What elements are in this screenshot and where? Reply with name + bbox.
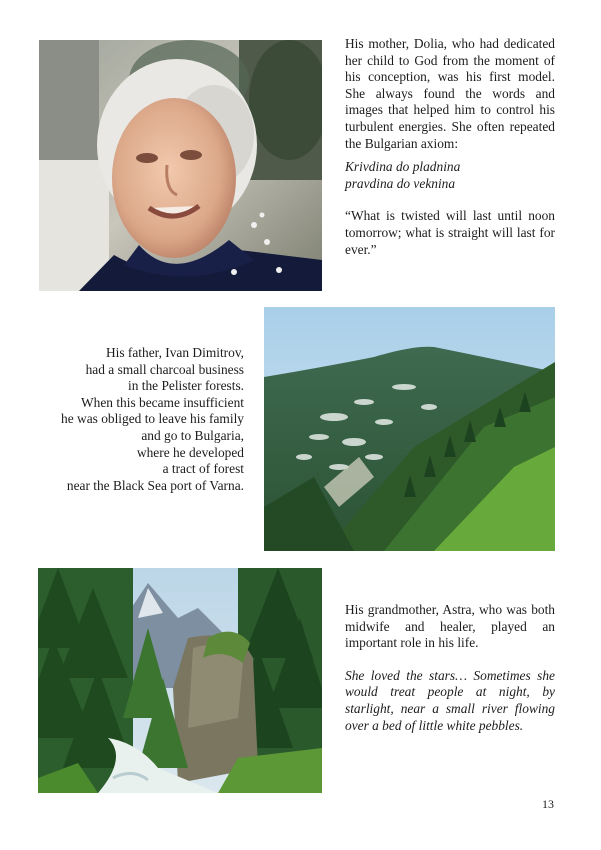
father-line: a tract of forest xyxy=(162,461,244,477)
axiom-translation: “What is twisted will last until noon tomorrow; what is straight will last for ever.” xyxy=(345,208,555,257)
father-line: he was obliged to leave his family xyxy=(61,411,244,427)
father-line: When this became insufficient xyxy=(81,394,244,410)
grandmother-text-block xyxy=(345,602,555,734)
axiom-line-1: Krivdina do pladnina xyxy=(345,159,461,175)
axiom-line-2: pravdina do veknina xyxy=(345,175,456,191)
page-number: 13 xyxy=(542,797,554,811)
mother-text-block xyxy=(345,36,555,258)
father-line: and go to Bulgaria, xyxy=(141,427,244,443)
father-line: in the Pelister forests. xyxy=(127,378,244,394)
photo-grandmother-portrait xyxy=(39,40,322,291)
father-line: near the Black Sea port of Varna. xyxy=(66,477,244,493)
grandmother-italic-paragraph: She loved the stars… Sometimes she would treat people at night, by starlight, near a small river flowing over a bed of little white pebbles. xyxy=(345,667,555,733)
photo-forest-river xyxy=(38,568,322,793)
father-line: where he developed xyxy=(136,444,244,460)
father-line: His father, Ivan Dimitrov, xyxy=(105,345,244,360)
photo-pelister-mountain xyxy=(264,307,555,551)
grandmother-paragraph: His grandmother, Astra, who was both midwife and healer, played an important role in his life. xyxy=(345,602,555,651)
father-line: had a small charcoal business xyxy=(85,361,244,377)
father-text-block xyxy=(40,345,244,494)
mother-paragraph: His mother, Dolia, who had dedicated her child to God from the moment of his conception, was his first model. She always found the words and images that helped him to control his turbulent energies. She often repeated the Bulgarian axiom: xyxy=(345,36,555,151)
